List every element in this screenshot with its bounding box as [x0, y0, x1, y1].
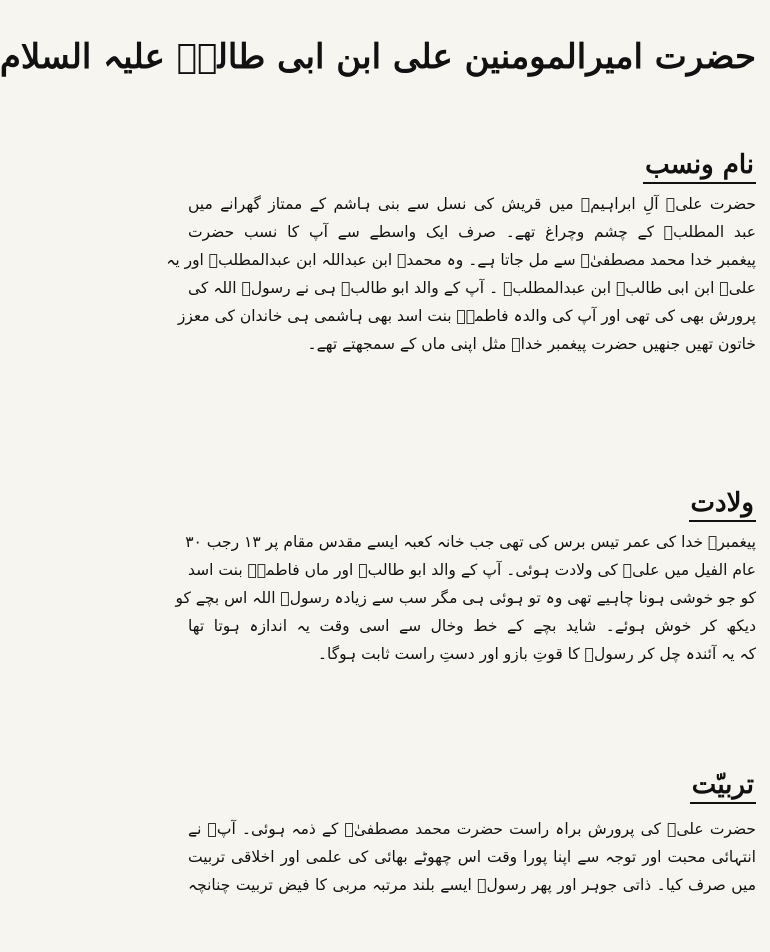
section-heading-wrap-birth — [188, 478, 756, 528]
section-heading-wrap-lineage — [188, 140, 756, 190]
section-heading-lineage: نام ونسب — [643, 148, 756, 184]
section-heading-birth: ولادت — [689, 486, 756, 522]
paragraph-line: عبد المطلبؑ کے چشم وچراغ تھے۔ صرف ایک واسطے سے آپ کا نسب حضرت — [188, 223, 756, 241]
section-heading-wrap-upbringing — [188, 760, 756, 810]
paragraph-line: پرورش بھی کی تھی اور آپ کی والدہ فاطمہؑ بنت اسد بھی ہاشمی ہی خاندان کی معزز — [177, 307, 756, 325]
paragraph-upbringing — [188, 815, 756, 899]
paragraph-line: علیؑ ابن ابی طالبؑ ابن عبدالمطلبؑ ۔ آپ کے والد ابو طالبؑ ہی نے رسولؐ اللہ کی — [188, 279, 756, 297]
paragraph-line: پیغمبرؐ خدا کی عمر تیس برس کی تھی جب خانہ کعبہ ایسے مقدس مقام پر ۱۳ رجب ۳۰ — [185, 533, 756, 551]
paragraph-line: حضرت علیؑ کی پرورش براہ راست حضرت محمد مصطفیٰؐ کے ذمہ ہوئی۔ آپؐ نے — [188, 820, 756, 838]
paragraph-birth — [175, 528, 756, 668]
paragraph-line: میں صرف کیا۔ ذاتی جوہر اور پھر رسولؐ ایسے بلند مرتبہ مربی کا فیض تربیت چنانچہ — [188, 876, 756, 894]
paragraph-line: خاتون تھیں جنھیں حضرت پیغمبر خداؐ مثل اپنی ماں کے سمجھتے تھے۔ — [307, 335, 756, 353]
paragraph-line: عام الفیل میں علیؑ کی ولادت ہوئی۔ آپ کے والد ابو طالبؑ اور ماں فاطمہؑ بنت اسد — [188, 561, 756, 579]
paragraph-line: دیکھ کر خوش ہوئے۔ شاید بچے کے خط وخال سے اسی وقت یہ اندازہ ہوتا تھا — [188, 617, 756, 635]
paragraph-lineage — [166, 190, 756, 358]
section-heading-upbringing: تربیّت — [690, 768, 756, 804]
paragraph-line: کہ یہ آئندہ چل کر رسولؐ کا قوتِ بازو اور دستِ راست ثابت ہوگا۔ — [317, 645, 756, 663]
paragraph-line: حضرت علیؑ آلِ ابراہیمؑ میں قریش کی نسل سے بنی ہاشم کے ممتاز گھرانے میں — [188, 195, 756, 213]
paragraph-line: انتہائی محبت اور توجہ سے اپنا پورا وقت اس چھوٹے بھائی کی علمی اور اخلاقی تربیت — [188, 848, 756, 866]
paragraph-line: کو جو خوشی ہونا چاہیے تھی وہ تو ہوئی ہی مگر سب سے زیادہ رسولؐ اللہ اس بچے کو — [175, 589, 756, 607]
paragraph-line: پیغمبر خدا محمد مصطفیٰؐ سے مل جاتا ہے۔ وہ محمدؐ ابن عبداللہ ابن عبدالمطلبؑ اور یہ — [166, 251, 756, 269]
page-title: حضرت امیرالمومنین علی ابن ابی طالبؑ علیہ السلام — [0, 37, 756, 77]
